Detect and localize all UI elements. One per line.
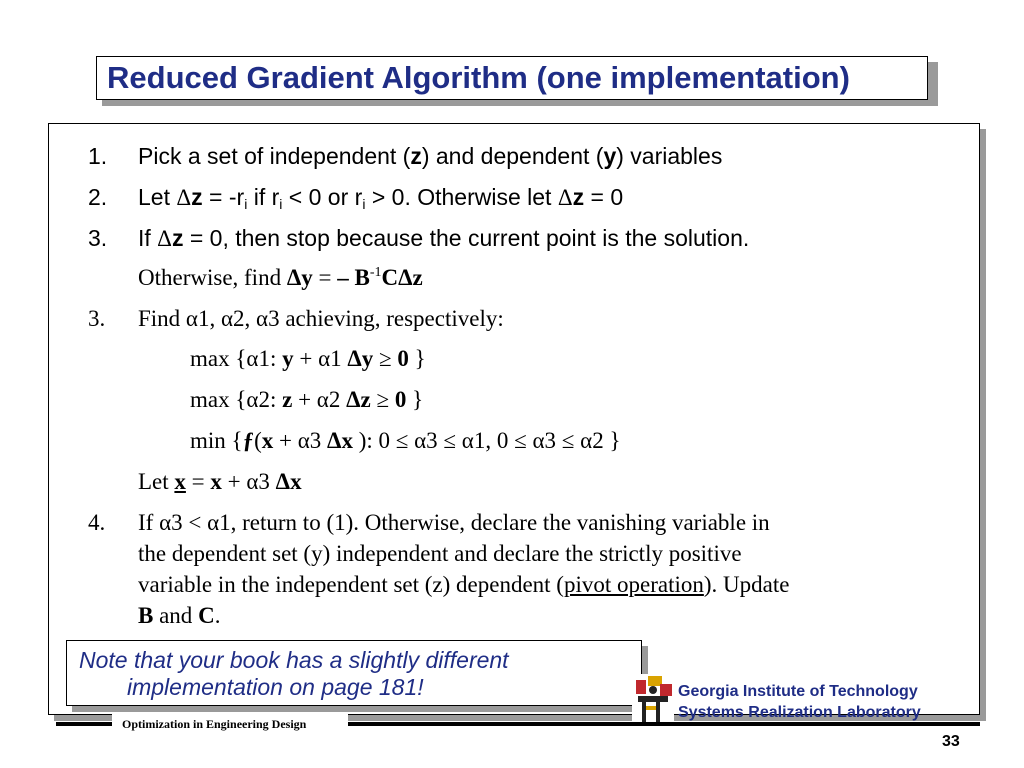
step-3-text: If Δz = 0, then stop because the current point is the solution.	[138, 225, 750, 251]
step-3-number: 3.	[88, 225, 108, 251]
step-2-number: 2.	[88, 184, 108, 210]
step-4-line-4: B and C.	[138, 603, 221, 628]
note-line-1: Note that your book has a slightly different	[79, 647, 509, 673]
note-line-2: implementation on page 181!	[127, 674, 424, 700]
step-3-otherwise: Otherwise, find Δy = – $B^{-1}C\Delta z$	[138, 265, 423, 290]
step-4-line-2: the dependent set (y) independent and declare the strictly positive	[138, 541, 742, 566]
institution-line-1: Georgia Institute of Technology	[678, 683, 918, 700]
step-4-number: 4.	[88, 510, 106, 535]
title-box	[96, 56, 928, 100]
step-1-number: 1.	[88, 143, 108, 169]
step-2-text: Let $\Delta z = -r_i$ if $r_i < 0$ or $r_i > 0$. Otherwise let Δz = 0	[138, 184, 624, 212]
max-alpha2-expression: max {α2: z + α2 Δz ≥ 0 }	[190, 387, 424, 412]
step-3b-text: Find α1, α2, α3 achieving, respectively:	[138, 306, 504, 331]
georgia-tech-logo-icon	[630, 672, 676, 726]
step-1-text: Pick a set of independent (z) and dependent (y) variables	[138, 143, 723, 169]
max-alpha1-expression: max {α1: y + α1 Δy ≥ 0 }	[190, 346, 426, 371]
update-x-line: Let x = x + α3 Δx	[138, 469, 302, 494]
note-box	[66, 640, 642, 706]
slide-title: Reduced Gradient Algorithm (one implementation)	[107, 60, 850, 95]
step-3b-number: 3.	[88, 306, 106, 331]
min-alpha3-expression: min {ƒ(x + α3 Δx ): 0 ≤ α3 ≤ α1, 0 ≤ α3 ≤ α2 }	[190, 428, 621, 453]
institution-line-2: Systems Realization Laboratory	[678, 704, 921, 721]
step-4-line-3: variable in the independent set (z) dependent (pivot operation). Update	[138, 572, 790, 597]
page-number: 33	[942, 733, 960, 750]
footer-course-title: Optimization in Engineering Design	[122, 717, 307, 731]
step-4-line-1: If α3 < α1, return to (1). Otherwise, declare the vanishing variable in	[138, 510, 770, 535]
